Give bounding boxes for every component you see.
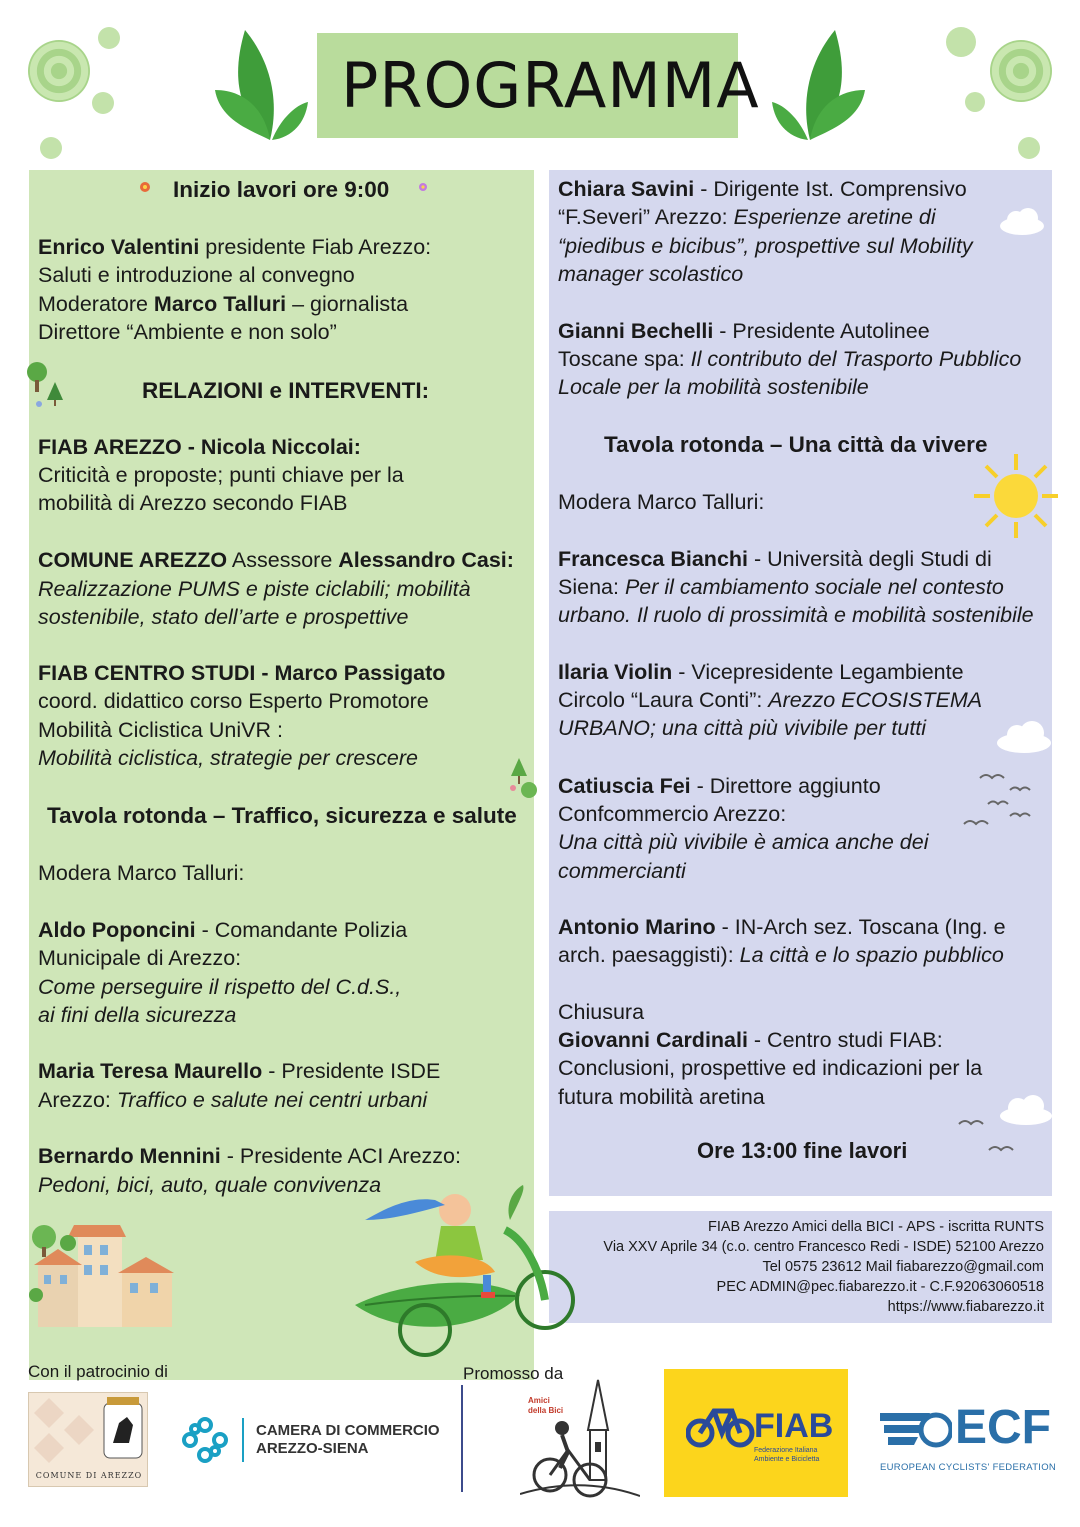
organization: Toscane spa: xyxy=(558,347,691,371)
talk-bianchi-line2 xyxy=(558,573,1004,602)
closing-line4: futura mobilità aretina xyxy=(558,1085,765,1109)
speaker-name: Antonio Marino xyxy=(558,915,716,939)
speaker-name: Alessandro Casi: xyxy=(338,548,514,572)
trees-icon xyxy=(25,360,67,410)
talk-centro-studi-line2: coord. didattico corso Esperto Promotore xyxy=(38,689,429,713)
spiral-decoration xyxy=(28,40,90,102)
intro-line-1 xyxy=(38,233,431,262)
left-moderator: Modera Marco Talluri: xyxy=(38,861,245,885)
role-detail: arch. paesaggisti): xyxy=(558,943,740,967)
moderator-name: Marco Talluri xyxy=(153,292,287,316)
moderator-prefix: Moderatore xyxy=(38,292,154,316)
talk-savini-line2 xyxy=(558,203,936,232)
ecf-wing-icon xyxy=(880,1405,952,1455)
speaker-name: Enrico Valentini xyxy=(38,235,200,259)
town-illustration xyxy=(28,1215,178,1335)
camera-divider xyxy=(242,1418,244,1462)
location: Siena: xyxy=(558,575,625,599)
comune-arezzo-logo xyxy=(28,1392,148,1487)
dot-decoration xyxy=(92,92,114,114)
flower-icon xyxy=(417,181,429,193)
talk-comune-line2: Realizzazione PUMS e piste ciclabili; mobilità xyxy=(38,577,471,601)
talk-bechelli-line1 xyxy=(558,317,930,346)
talk-poponcini-line2: Municipale di Arezzo: xyxy=(38,946,242,970)
footer-divider xyxy=(461,1385,463,1492)
camera-commercio-icon xyxy=(180,1415,230,1465)
amici-della-bici-logo xyxy=(520,1370,640,1500)
talk-maurello-line2 xyxy=(38,1086,427,1115)
ecf-sub-text: EUROPEAN CYCLISTS' FEDERATION xyxy=(880,1462,1057,1473)
speaker-role: - Dirigente Ist. Comprensivo xyxy=(694,177,967,201)
speaker-role: - IN-Arch sez. Toscana (Ing. e xyxy=(715,915,1006,939)
speaker-name: Maria Teresa Maurello xyxy=(38,1059,263,1083)
speaker-role: - Università degli Studi di xyxy=(748,547,992,571)
speaker-role: - Direttore aggiunto xyxy=(690,774,881,798)
speaker-name: Ilaria Violin xyxy=(558,660,673,684)
speaker-role: Assessore xyxy=(227,548,339,572)
sun-icon xyxy=(972,452,1060,540)
page-title: PROGRAMMA xyxy=(341,49,760,122)
bicycle-icon xyxy=(686,1401,756,1451)
promoted-label: Promosso da xyxy=(463,1364,564,1383)
closing-label: Chiusura xyxy=(558,1000,645,1024)
spiral-decoration xyxy=(990,40,1052,102)
talk-title: Il contributo del Trasporto Pubblico xyxy=(690,347,1022,371)
birds-icon xyxy=(960,770,1040,832)
talk-poponcini-line1 xyxy=(38,916,407,945)
talk-violin-line3: URBANO; una città più vivibile per tutti xyxy=(558,716,927,740)
end-time: Ore 13:00 fine lavori xyxy=(697,1138,908,1163)
talk-fiab-arezzo-name: FIAB AREZZO - Nicola Niccolai: xyxy=(38,435,361,459)
camera-line-2: AREZZO-SIENA xyxy=(256,1440,369,1457)
cyclist-illustration xyxy=(345,1180,580,1360)
talk-comune-line3: sostenibile, stato dell’arte e prospettive xyxy=(38,605,409,629)
speaker-role: - Comandante Polizia xyxy=(195,918,408,942)
contact-phone-mail: Tel 0575 23612 Mail fiabarezzo@gmail.com xyxy=(762,1259,1044,1275)
talk-poponcini-line3: Come perseguire il rispetto del C.d.S., xyxy=(38,975,402,999)
speaker-name: Bernardo Mennini xyxy=(38,1144,221,1168)
speaker-role: - Centro studi FIAB: xyxy=(747,1028,943,1052)
speaker-name: Aldo Poponcini xyxy=(38,918,196,942)
leaves-left-icon xyxy=(210,20,310,150)
talk-fei-line4: commercianti xyxy=(558,859,686,883)
talk-fiab-arezzo-line3: mobilità di Arezzo secondo FIAB xyxy=(38,491,348,515)
talk-mennini-line1 xyxy=(38,1142,461,1171)
section-relazioni: RELAZIONI e INTERVENTI: xyxy=(142,378,430,403)
talk-title: Arezzo ECOSISTEMA xyxy=(768,688,983,712)
speaker-name: Francesca Bianchi xyxy=(558,547,749,571)
fiab-sub-1: Federazione Italiana xyxy=(754,1447,818,1454)
contact-website[interactable]: https://www.fiabarezzo.it xyxy=(887,1299,1044,1315)
talk-title: La città e lo spazio pubblico xyxy=(739,943,1004,967)
speaker-role: presidente Fiab Arezzo: xyxy=(199,235,432,259)
intro-line-3 xyxy=(38,290,408,319)
talk-savini-line4: manager scolastico xyxy=(558,262,744,286)
speaker-name: Giovanni Cardinali xyxy=(558,1028,748,1052)
org-name: COMUNE AREZZO xyxy=(38,548,228,572)
patronage-label: Con il patrocinio di xyxy=(28,1362,168,1381)
closing-line3: Conclusioni, prospettive ed indicazioni per la xyxy=(558,1056,983,1080)
talk-bianchi-line3: urbano. Il ruolo di prossimità e mobilità sostenibile xyxy=(558,603,1034,627)
talk-title: Per il cambiamento sociale nel contesto xyxy=(624,575,1004,599)
birds-icon xyxy=(955,1116,1027,1160)
right-moderator: Modera Marco Talluri: xyxy=(558,490,765,514)
camera-line-1: CAMERA DI COMMERCIO xyxy=(256,1422,440,1439)
start-time: Inizio lavori ore 9:00 xyxy=(173,177,390,202)
fiab-logo-text: FIAB xyxy=(754,1407,834,1445)
flower-icon xyxy=(138,180,152,194)
cloud-icon xyxy=(998,206,1046,236)
talk-bianchi-line1 xyxy=(558,545,992,574)
talk-bechelli-line3: Locale per la mobilità sostenibile xyxy=(558,375,869,399)
talk-bechelli-line2 xyxy=(558,345,1021,374)
section-tavola-traffico: Tavola rotonda – Traffico, sicurezza e salute xyxy=(47,803,517,828)
speaker-name: Chiara Savini xyxy=(558,177,695,201)
talk-comune-line1 xyxy=(38,546,514,575)
dot-decoration xyxy=(965,92,985,112)
talk-poponcini-line4: ai fini della sicurezza xyxy=(38,1003,237,1027)
speaker-role: - Presidente ISDE xyxy=(262,1059,441,1083)
ecf-logo-text: ECF xyxy=(955,1401,1051,1454)
speaker-role: - Presidente Autolinee xyxy=(713,319,930,343)
speaker-name: Gianni Bechelli xyxy=(558,319,714,343)
dot-decoration xyxy=(946,27,976,57)
talk-maurello-line1 xyxy=(38,1057,440,1086)
talk-centro-studi-line3: Mobilità Ciclistica UniVR : xyxy=(38,718,283,742)
talk-marino-line2 xyxy=(558,941,1004,970)
speaker-name: Catiuscia Fei xyxy=(558,774,691,798)
talk-title: Esperienze aretine di xyxy=(733,205,936,229)
fiab-sub-2: Ambiente e Bicicletta xyxy=(754,1456,820,1463)
dot-decoration xyxy=(1018,137,1040,159)
talk-fiab-arezzo-line2: Criticità e proposte; punti chiave per la xyxy=(38,463,404,487)
trees-icon xyxy=(505,756,541,802)
institution: “F.Severi” Arezzo: xyxy=(558,205,734,229)
coat-of-arms-icon xyxy=(29,1393,149,1473)
amici-logo-text: Amici della Bici xyxy=(528,1396,564,1415)
talk-centro-studi-name: FIAB CENTRO STUDI - Marco Passigato xyxy=(38,661,446,685)
talk-violin-line2 xyxy=(558,686,982,715)
speaker-role: - Presidente ACI Arezzo: xyxy=(220,1144,461,1168)
talk-fei-line1 xyxy=(558,772,881,801)
dot-decoration xyxy=(98,27,120,49)
talk-marino-line1 xyxy=(558,913,1006,942)
talk-title: Traffico e salute nei centri urbani xyxy=(116,1088,428,1112)
talk-savini-line1 xyxy=(558,175,967,204)
talk-centro-studi-line4: Mobilità ciclistica, strategie per crescere xyxy=(38,746,418,770)
contact-pec: PEC ADMIN@pec.fiabarezzo.it - C.F.92063060518 xyxy=(716,1279,1044,1295)
organization: Circolo “Laura Conti”: xyxy=(558,688,769,712)
amici-bici-icon xyxy=(520,1370,640,1500)
closing-line2 xyxy=(558,1026,943,1055)
talk-fei-line2: Confcommercio Arezzo: xyxy=(558,802,787,826)
section-tavola-citta: Tavola rotonda – Una città da vivere xyxy=(604,432,988,457)
contact-address: Via XXV Aprile 34 (c.o. centro Francesco Redi - ISDE) 52100 Arezzo xyxy=(603,1239,1044,1255)
intro-line-4: Direttore “Ambiente e non solo” xyxy=(38,320,337,344)
moderator-role: – giornalista xyxy=(286,292,409,316)
speaker-role: - Vicepresidente Legambiente xyxy=(672,660,964,684)
cloud-icon xyxy=(995,720,1053,754)
contact-org: FIAB Arezzo Amici della BICI - APS - iscritta RUNTS xyxy=(708,1219,1044,1235)
intro-line-2: Saluti e introduzione al convegno xyxy=(38,263,355,287)
dot-decoration xyxy=(40,137,62,159)
talk-savini-line3: “piedibus e bicibus”, prospettive sul Mobility xyxy=(558,234,973,258)
leaves-right-icon xyxy=(770,20,870,150)
talk-fei-line3: Una città più vivibile è amica anche dei xyxy=(558,830,929,854)
talk-mennini-line2: Pedoni, bici, auto, quale convivenza xyxy=(38,1173,382,1197)
location: Arezzo: xyxy=(38,1088,117,1112)
comune-logo-text: COMUNE DI AREZZO xyxy=(35,1471,143,1480)
fiab-logo xyxy=(664,1369,848,1497)
talk-violin-line1 xyxy=(558,658,964,687)
